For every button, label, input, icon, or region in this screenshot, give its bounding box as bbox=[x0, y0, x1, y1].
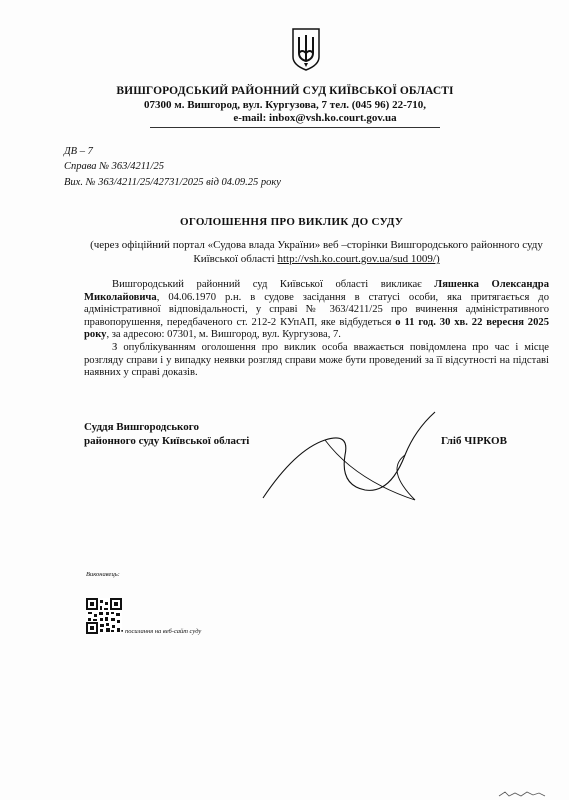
judge-title-line2: районного суду Київської області bbox=[84, 435, 250, 447]
outgoing-number: Вих. № 363/4211/25/42731/2025 від 04.09.25 року bbox=[64, 177, 281, 188]
trident-emblem-icon bbox=[291, 27, 321, 71]
paragraph-notice: З опублікуванням оголошення про виклик особа вважається повідомлена про час і місце розгляду справи і у випадку неявки розгляд справи може бути проведений за її відсутності на підставі наявних у справі доказів. bbox=[84, 341, 549, 379]
summons-intro: Вишгородський районний суд Київської області викликає bbox=[112, 279, 435, 290]
court-email: e-mail: inbox@vsh.ko.court.gov.ua bbox=[233, 112, 397, 124]
scan-artifact bbox=[497, 790, 547, 798]
announcement-body bbox=[84, 279, 549, 380]
handwritten-signature bbox=[255, 410, 445, 510]
document-code: ДВ – 7 bbox=[64, 146, 93, 157]
qr-code-icon[interactable] bbox=[86, 598, 122, 634]
document-title: ОГОЛОШЕННЯ ПРО ВИКЛИК ДО СУДУ bbox=[180, 216, 404, 228]
person-name: Ляшенка Олександра Миколайовича bbox=[84, 279, 549, 303]
judge-name: Гліб ЧІРКОВ bbox=[441, 435, 507, 447]
link-icon: ▪ bbox=[121, 628, 125, 635]
portal-link[interactable]: http://vsh.ko.court.gov.ua/sud 1009/) bbox=[277, 253, 440, 265]
signature-block bbox=[84, 420, 249, 448]
portal-text: (через офіційний портал «Судова влада України» веб –сторінки Вишгородського районного суду Київської області bbox=[90, 239, 543, 265]
hearing-date: о 11 год. 30 хв. 22 вересня 2025 року bbox=[84, 316, 549, 341]
header-divider bbox=[150, 127, 440, 128]
qr-caption-text: посилання на веб-сайт суду bbox=[124, 628, 202, 635]
portal-note bbox=[84, 238, 549, 266]
judge-title-line1: Суддя Вишгородського bbox=[84, 421, 199, 433]
qr-caption bbox=[121, 628, 201, 635]
summons-details: , 04.06.1970 р.н. в судове засідання в статусі особи, яка притягається до адміністративної відповідальності, у справі № 363/4211/25 про вчинення адміністративного правопорушення, передбаченого ст. 212-2 КУпАП, яке відбудеться bbox=[84, 291, 549, 328]
hearing-address: , за адресою: 07301, м. Вишгород, вул. Кургузова, 7. bbox=[106, 329, 341, 341]
paragraph-summons bbox=[84, 279, 549, 342]
executor-label: Виконавець: bbox=[86, 571, 120, 578]
court-name: ВИШГОРОДСЬКИЙ РАЙОННИЙ СУД КИЇВСЬКОЇ ОБЛАСТІ bbox=[116, 85, 454, 97]
court-address: 07300 м. Вишгород, вул. Кургузова, 7 тел. (045 96) 22-710, bbox=[143, 99, 427, 111]
case-number: Справа № 363/4211/25 bbox=[64, 161, 164, 172]
